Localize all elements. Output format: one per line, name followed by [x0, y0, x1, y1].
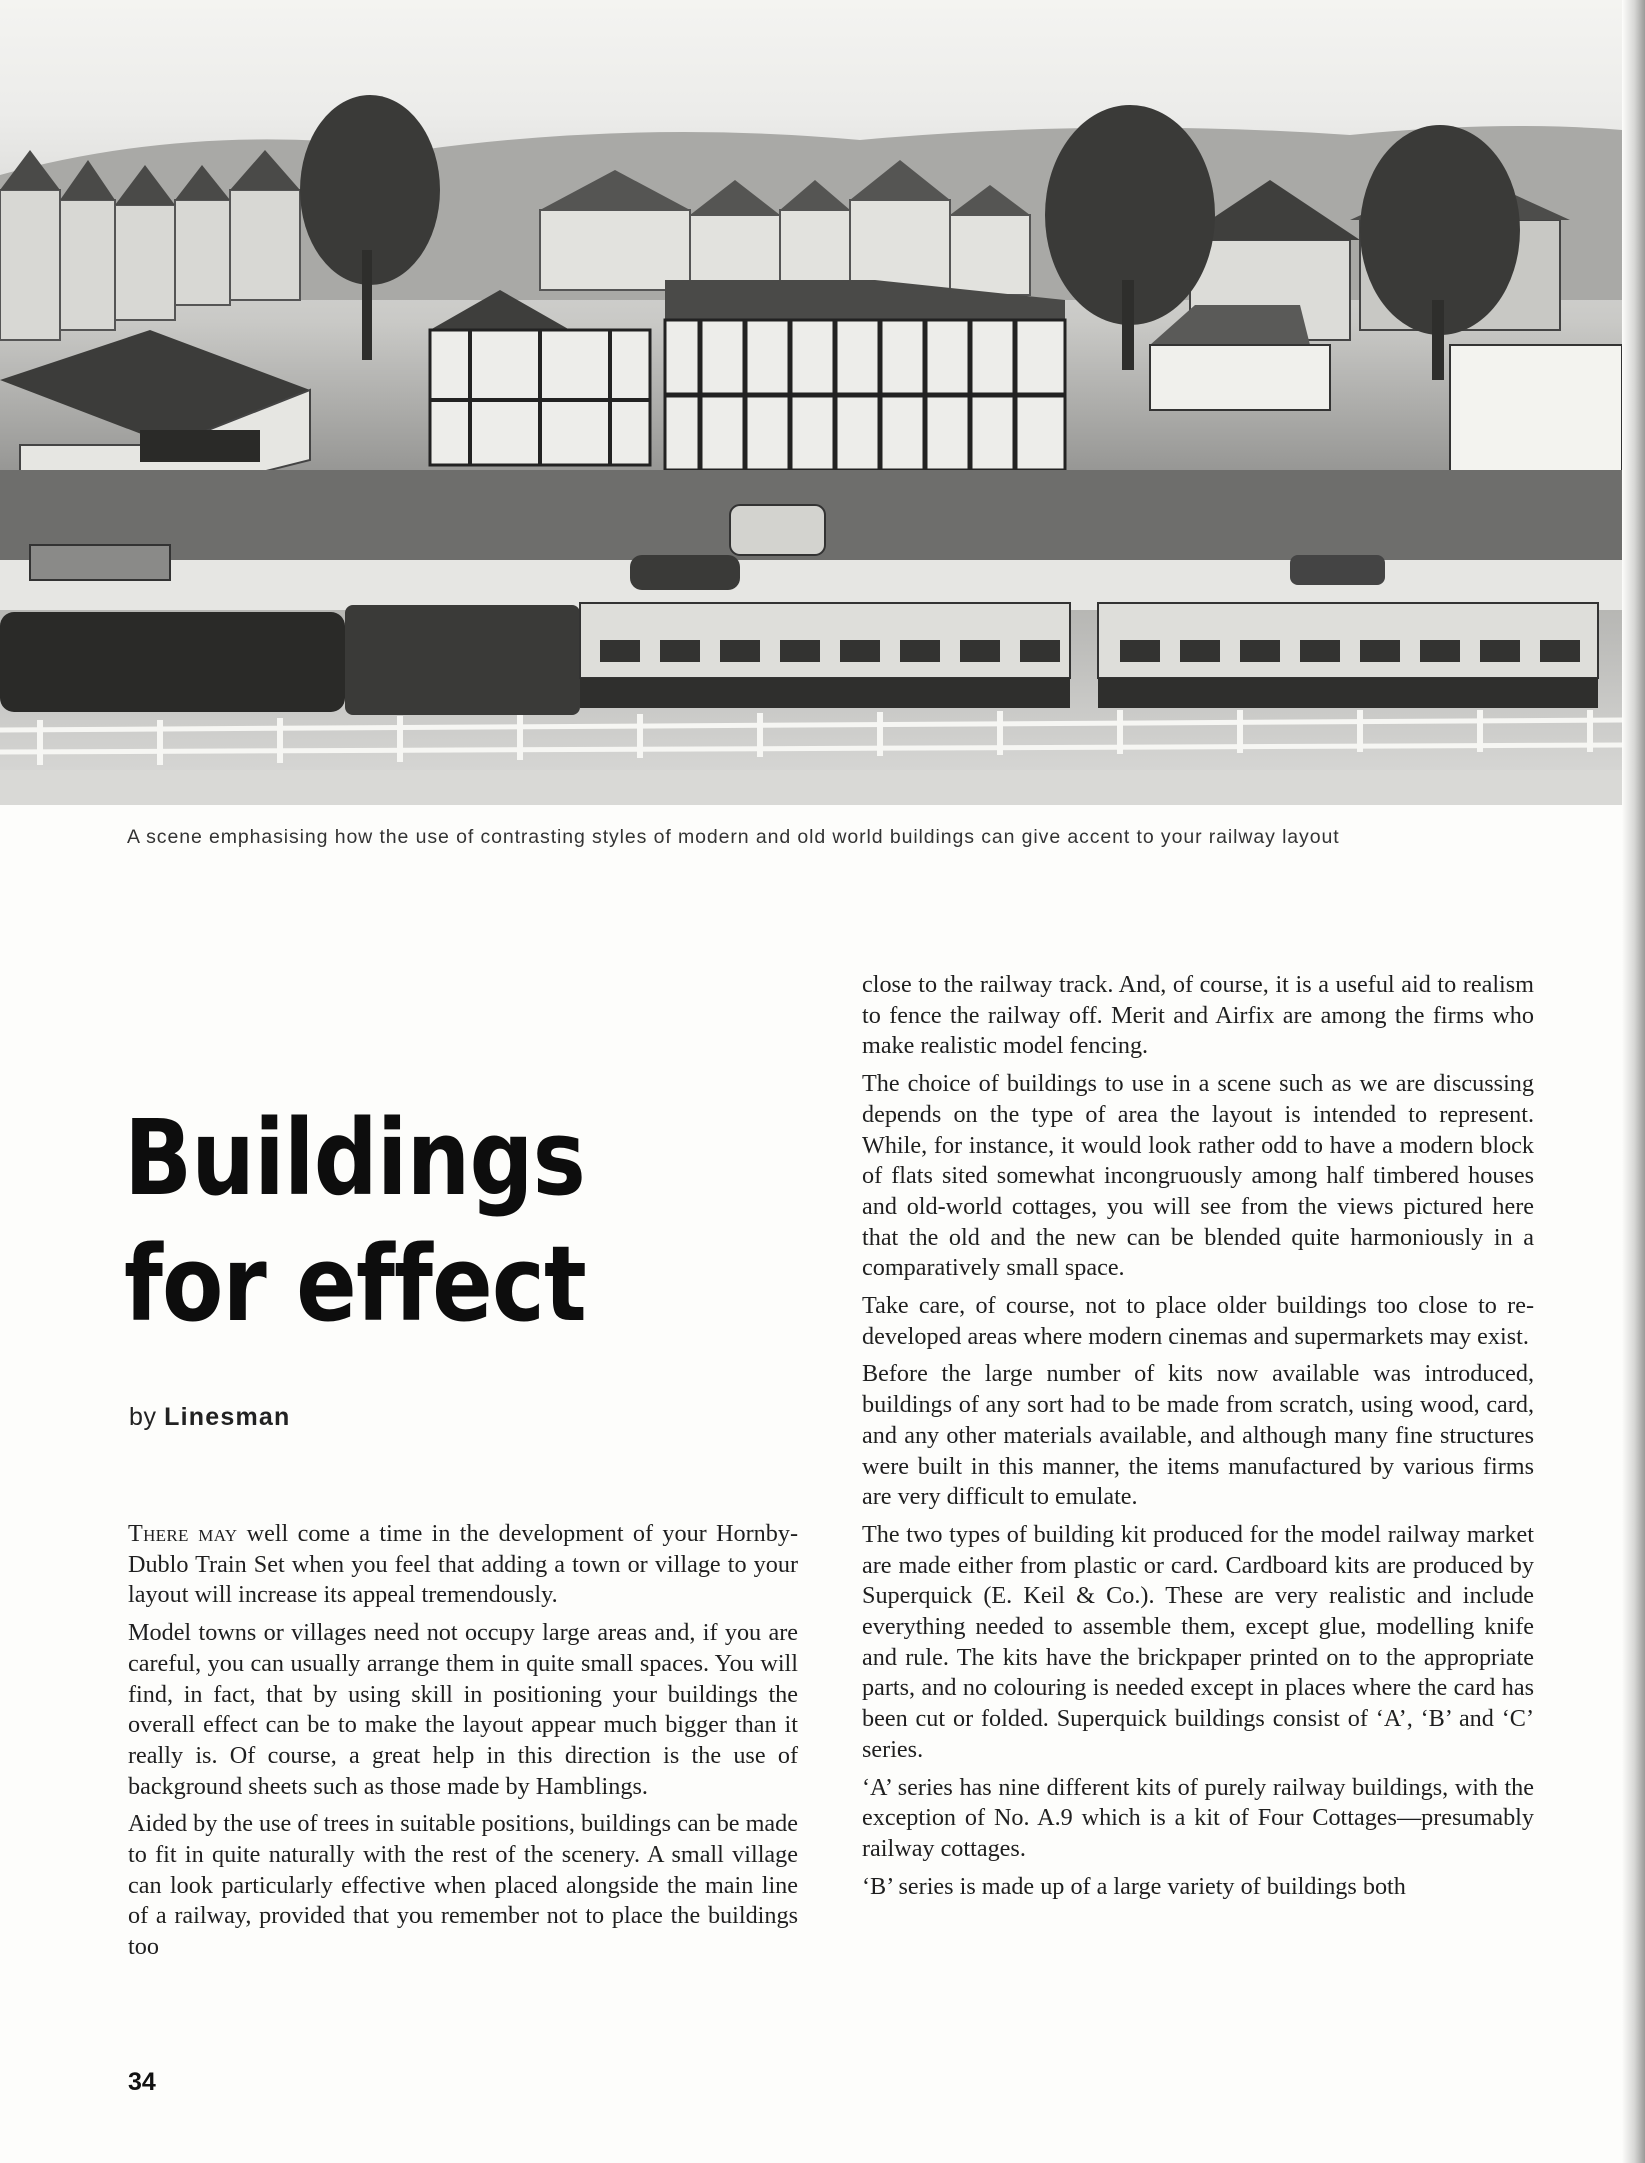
paragraph: Take care, of course, not to place older buildings too close to re-developed areas where modern cinemas and supermarkets may exist. [862, 1292, 1534, 1350]
headline-line-2: for effect [124, 1223, 586, 1345]
photo-caption: A scene emphasising how the use of contrasting styles of modern and old world buildings can give accent to your railway layout [127, 826, 1340, 848]
layout-photograph [0, 0, 1622, 805]
page-number: 34 [128, 2068, 156, 2096]
page-gutter-shadow [1622, 0, 1645, 2163]
headline-line-1: Buildings [124, 1097, 586, 1219]
paragraph [128, 1519, 798, 1611]
paragraph: The two types of building kit produced for the model railway market are made either from plastic or card. Cardboard kits are produced by Superquick (E. Keil & Co.). These are very realistic and include everything needed to assemble them, except glue, modelling knife and rule. The kits have the brickpaper printed on to the appropriate parts, and no colouring is needed except in places where the card has been cut or folded. Superquick buildings consist of ‘A’, ‘B’ and ‘C’ series. [862, 1520, 1534, 1763]
paragraph-text: well come a time in the development of your Hornby-Dublo Train Set when you feel that adding a town or village to your layout will increase its appeal tremendously. [128, 1520, 798, 1609]
byline [129, 1403, 290, 1432]
paragraph: close to the railway track. And, of course, it is a useful aid to realism to fence the railway off. Merit and Airfix are among the firms who make realistic model fencing. [862, 971, 1534, 1060]
paragraph: ‘A’ series has nine different kits of purely railway buildings, with the exception of No. A.9 which is a kit of Four Cottages—presumably railway cottages. [862, 1773, 1534, 1862]
article-headline [124, 1095, 586, 1347]
right-text-column [862, 970, 1534, 1909]
byline-author: Linesman [164, 1403, 291, 1431]
paragraph: ‘B’ series is made up of a large variety of buildings both [862, 1872, 1406, 1900]
paragraph: Aided by the use of trees in suitable positions, buildings can be made to fit in quite naturally with the rest of the scenery. A small village can look particularly effective when placed alongside the main line of a railway, provided that you remember not to place the buildings too [128, 1810, 798, 1961]
paragraph: Model towns or villages need not occupy large areas and, if you are careful, you can usually arrange them in quite small spaces. You will find, in fact, that by using skill in positioning your buildings the overall effect can be to make the layout appear much bigger than it really is. Of course, a great help in this direction is the use of background sheets such as those made by Hamblings. [128, 1619, 798, 1800]
left-text-column [128, 1519, 798, 1970]
railway-scene-illustration [0, 0, 1622, 805]
lead-in-smallcaps: There may [128, 1520, 238, 1547]
byline-prefix: by [129, 1403, 157, 1431]
paragraph: Before the large number of kits now available was introduced, buildings of any sort had to be made from scratch, using wood, card, and any other materials available, and although many fine structures were built in this manner, the items manufactured by various firms are very difficult to emulate. [862, 1360, 1534, 1511]
paragraph: The choice of buildings to use in a scene such as we are discussing depends on the type of area the layout is intended to represent. While, for instance, it would look rather odd to have a modern block of flats sited somewhat incongruously among half timbered houses and old-world cottages, you will see from the views pictured here that the old and the new can be blended quite harmoniously in a comparatively small space. [862, 1070, 1534, 1282]
